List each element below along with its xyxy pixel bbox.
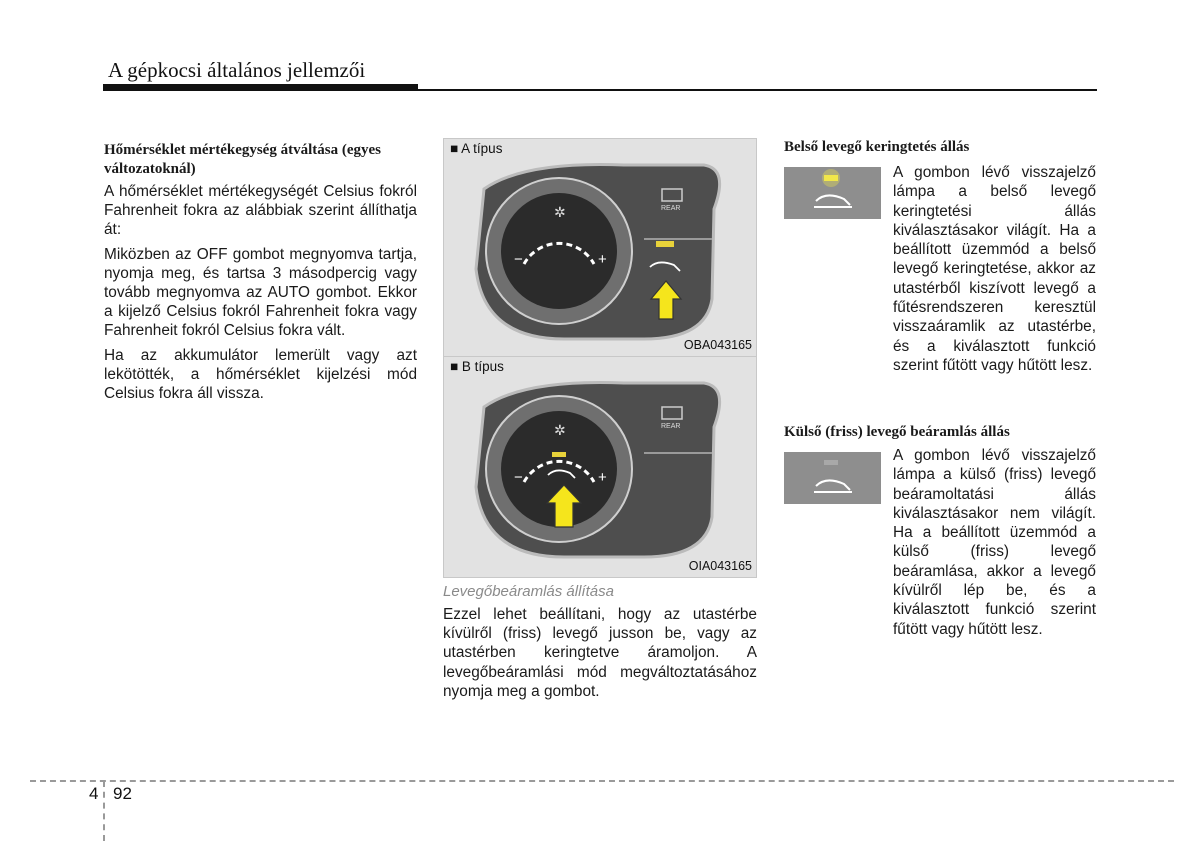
- right-column: [784, 138, 1098, 638]
- minus-label-a: −: [514, 251, 523, 268]
- page-header-title: A gépkocsi általános jellemzői: [108, 58, 366, 82]
- header-rule-thick: [103, 84, 418, 91]
- rear-label-a: REAR: [661, 205, 681, 212]
- plus-label-a: +: [598, 251, 607, 268]
- fresh-air-icon: [816, 480, 850, 490]
- fan-icon: ✲: [554, 205, 566, 221]
- indicator-lamp: [656, 241, 674, 247]
- header-rule-thin: [418, 89, 1097, 91]
- figure-type-a: [443, 138, 757, 357]
- fresh-air-heading: Külső (friss) levegő beáramlás állás: [784, 424, 1010, 440]
- fan-icon: ✲: [554, 423, 566, 439]
- footer-dashed-line: [30, 780, 1174, 782]
- chapter-number: 4: [89, 784, 99, 803]
- climate-control-illustration-b: [444, 357, 758, 578]
- figure-a-code: OBA043165: [683, 338, 752, 352]
- middle-column: [443, 138, 757, 701]
- figure-b-type-label: ■ B típus: [450, 359, 504, 374]
- recirculation-text: [893, 163, 1096, 375]
- recirculation-button-thumbnail: [784, 167, 881, 219]
- figure-type-b: [443, 357, 757, 578]
- air-intake-description: Ezzel lehet beállítani, hogy az utastérbe kívülről (friss) levegő jusson be, vagy az utastérben keringtetve áramoljon. A levegőbeáramlási mód megváltoztatásához nyomja meg a gombot.: [443, 606, 757, 700]
- paragraph-2: Miközben az OFF gombot megnyomva tartja, nyomja meg, és tartsa 3 másodpercig vagy tovább megnyomva az AUTO gombot. Ekkor a kijelző Celsius fokról Fahrenheit fokra vagy Fahrenheit fokról Celsius fokra vált.: [104, 245, 417, 340]
- rear-label-b: REAR: [661, 423, 681, 430]
- figure-a-type-label: ■ A típus: [450, 141, 503, 156]
- recirculation-section: [784, 138, 1098, 418]
- fresh-air-body: A gombon lévő visszajelző lámpa a külső (friss) levegő beáramoltatási állás kiválasztásakor nem világít. Ha a beállított üzemmód a külső (friss) levegő beáramlása, akkor a levegő kívülről lép be, és a kiválasztott funkció szerint fűtött vagy hűtött lesz.: [893, 447, 1096, 638]
- recirculation-body: A gombon lévő visszajelző lámpa a belső levegő keringtetési állás kiválasztásakor világít. Ha a beállított üzemmód a belső levegő keringtetése, akkor az utastérből kiszívott levegő a fűtésrendszeren keresztül visszaáramlik az utastérbe, és a kiválasztott funkció szerint fűtött vagy hűtött lesz.: [893, 164, 1096, 374]
- figure-caption: Levegőbeáramlás állítása: [443, 583, 614, 600]
- left-column: [104, 141, 417, 408]
- climate-control-illustration-a: [444, 139, 758, 358]
- recirculation-heading: Belső levegő keringtetés állás: [784, 139, 970, 155]
- recirculation-icon: [816, 195, 850, 205]
- indicator-lamp: [552, 452, 566, 457]
- paragraph-3: Ha az akkumulátor lemerült vagy azt lekötötték, a hőmérséklet kijelzési mód Celsius fokra áll vissza.: [104, 346, 417, 403]
- paragraph-1: A hőmérséklet mértékegységét Celsius fokról Fahrenheit fokra az alábbiak szerint állíthatja át:: [104, 183, 417, 239]
- fresh-air-text: [893, 446, 1096, 639]
- temperature-unit-heading: Hőmérséklet mértékegység átváltása (egyes változatoknál): [104, 142, 381, 177]
- minus-label-b: −: [514, 469, 523, 486]
- plus-label-b: +: [598, 469, 607, 486]
- fresh-air-section: [784, 423, 1098, 638]
- page-number-value: 92: [113, 784, 132, 803]
- page-number: [89, 784, 132, 804]
- fresh-air-button-thumbnail: [784, 452, 881, 504]
- figure-b-code: OIA043165: [688, 559, 752, 573]
